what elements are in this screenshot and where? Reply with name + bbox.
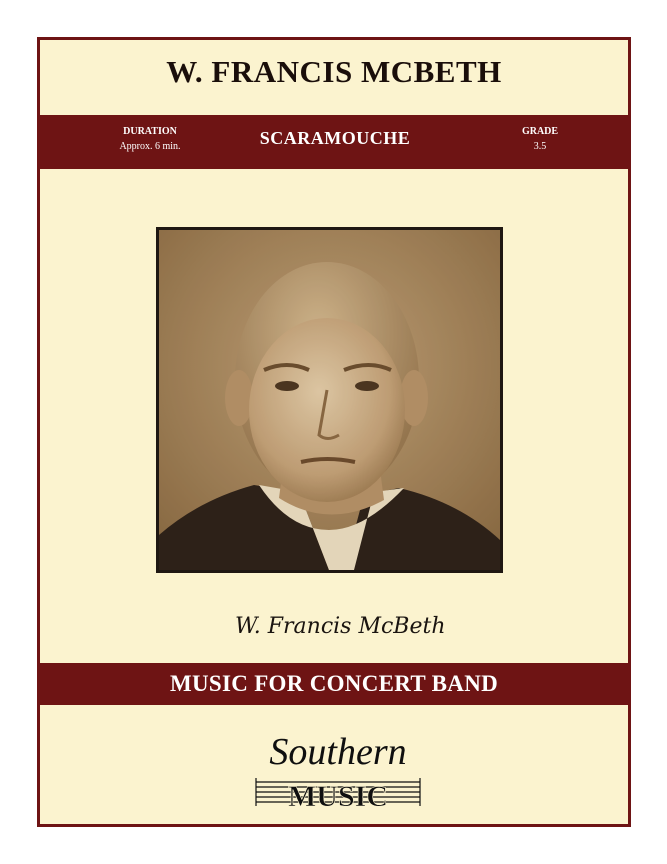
duration-label: DURATION bbox=[123, 126, 177, 137]
composer-signature bbox=[230, 605, 450, 650]
grade-block bbox=[500, 124, 580, 154]
svg-text:Southern: Southern bbox=[269, 731, 407, 773]
grade-label: GRADE bbox=[521, 126, 559, 137]
svg-text:W. Francis McBeth: W. Francis McBeth bbox=[235, 614, 446, 639]
duration-block bbox=[95, 124, 205, 154]
signature-image bbox=[230, 605, 450, 645]
score-cover bbox=[37, 37, 631, 827]
svg-text:MUSIC: MUSIC bbox=[287, 780, 389, 813]
composer-portrait bbox=[156, 227, 503, 573]
series-text: MUSIC FOR CONCERT BAND bbox=[169, 671, 499, 696]
series-band bbox=[40, 663, 628, 705]
portrait-image bbox=[159, 230, 500, 570]
piece-title: SCARAMOUCHE bbox=[259, 128, 411, 148]
info-band bbox=[40, 115, 628, 169]
composer-title: W. FRANCIS MCBETH bbox=[166, 54, 502, 89]
grade-value: 3.5 bbox=[533, 141, 547, 152]
duration-value: Approx. 6 min. bbox=[119, 141, 181, 152]
southern-music-logo bbox=[248, 728, 428, 820]
publisher-logo bbox=[248, 728, 428, 825]
